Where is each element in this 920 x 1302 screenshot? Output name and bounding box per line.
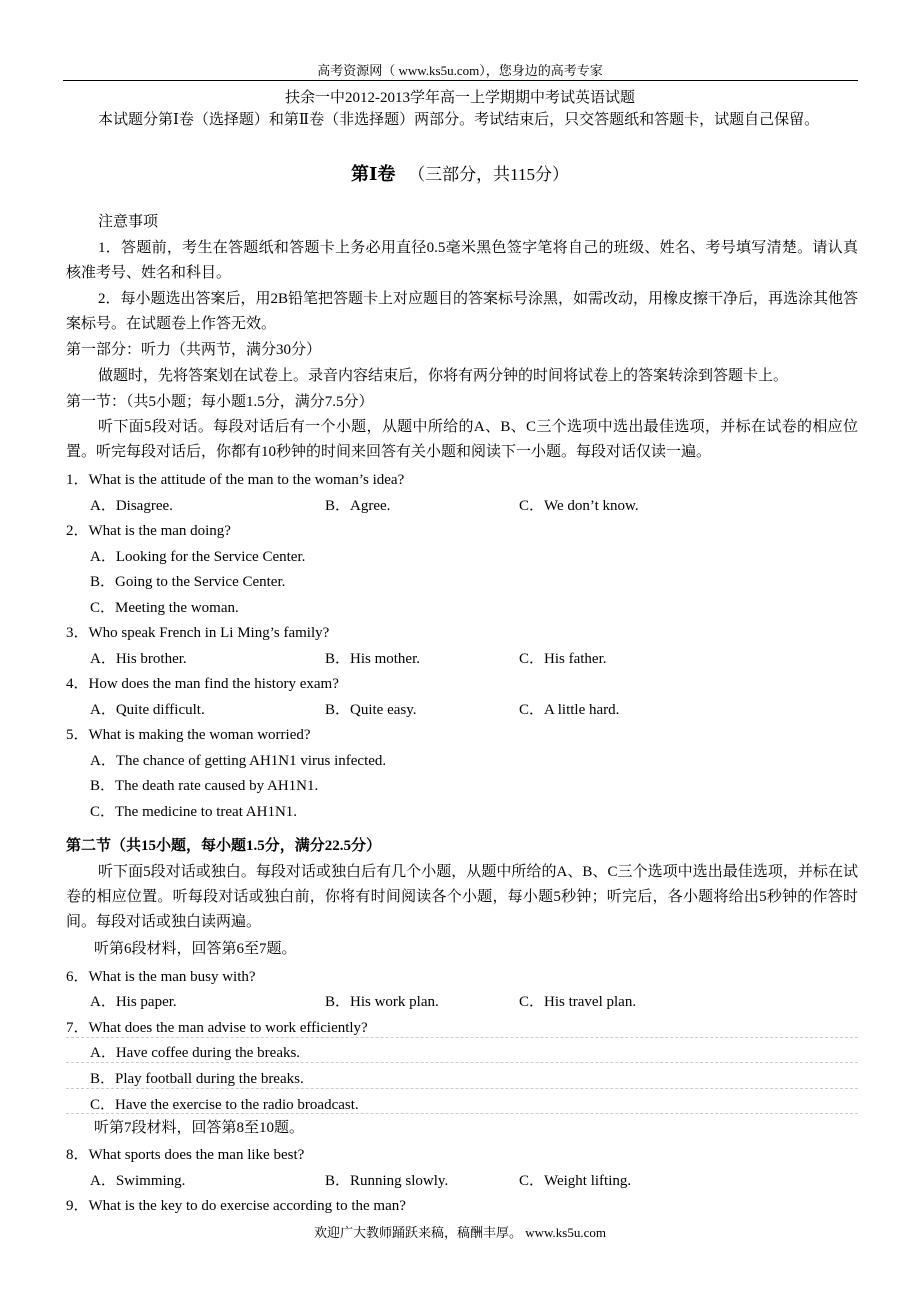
dashed-divider xyxy=(66,1088,858,1089)
question-2-stem: 2．What is the man doing? xyxy=(66,523,231,539)
page-footer: 欢迎广大教师踊跃来稿，稿酬丰厚。 www.ks5u.com xyxy=(313,1225,606,1240)
notes-heading: 注意事项 xyxy=(98,214,159,230)
volume-name: 第Ⅰ卷 xyxy=(350,164,396,184)
question-6-option-b: B．His work plan. xyxy=(325,994,439,1010)
question-8-option-b: B．Running slowly. xyxy=(325,1173,449,1189)
material-6-note: 听第6段材料，回答第6至7题。 xyxy=(94,941,297,957)
section2-instruction: 听下面5段对话或独白。每段对话或独白后有几个小题，从题中所给的A、B、C三个选项中选出最佳选项，并标在试卷的相应位置。听每段对话或独白前，你将有时间阅读各个小题，每小题5秒钟；听完后，各小题将给出5秒钟的作答时间。每段对话或独白读两遍。 xyxy=(66,864,858,930)
question-4-option-b: B．Quite easy. xyxy=(325,702,417,718)
notes-item-2: 2．每小题选出答案后，用2B铅笔把答题卡上对应题目的答案标号涂黑，如需改动，用橡皮擦干净后，再选涂其他答案标号。在试题卷上作答无效。 xyxy=(66,291,859,332)
exam-title: 扶余一中2012-2013学年高一上学期期中考试英语试题 xyxy=(285,90,635,106)
question-3-option-b: B．His mother. xyxy=(325,651,421,667)
question-5-stem: 5．What is making the woman worried? xyxy=(66,727,311,743)
question-1-option-a: A．Disagree. xyxy=(90,498,173,514)
question-7-option-a: A．Have coffee during the breaks. xyxy=(90,1045,301,1061)
question-6-stem: 6．What is the man busy with? xyxy=(66,969,256,985)
question-4-option-c: C．A little hard. xyxy=(519,702,620,718)
part1-heading: 第一部分：听力（共两节，满分30分） xyxy=(66,342,322,358)
header-rule xyxy=(63,80,858,81)
question-3-option-c: C．His father. xyxy=(519,651,607,667)
question-3-stem: 3．Who speak French in Li Ming’s family? xyxy=(66,625,330,641)
question-5-option-b: B．The death rate caused by AH1N1. xyxy=(90,778,319,794)
question-7-option-b: B．Play football during the breaks. xyxy=(90,1071,304,1087)
question-5-option-c: C．The medicine to treat AH1N1. xyxy=(90,804,298,820)
dashed-divider xyxy=(66,1113,858,1114)
section1-heading: 第一节：（共5小题；每小题1.5分，满分7.5分） xyxy=(66,394,374,410)
page-header: 高考资源网（ www.ks5u.com），您身边的高考专家 xyxy=(317,63,603,78)
question-7-stem: 7．What does the man advise to work efficiently? xyxy=(66,1020,368,1036)
question-2-option-a: A．Looking for the Service Center. xyxy=(90,549,306,565)
material-7-note: 听第7段材料，回答第8至10题。 xyxy=(94,1120,305,1136)
question-1-option-c: C．We don’t know. xyxy=(519,498,639,514)
question-7-option-c: C．Have the exercise to the radio broadcast. xyxy=(90,1097,359,1113)
question-1-stem: 1．What is the attitude of the man to the woman’s idea? xyxy=(66,472,405,488)
volume-heading xyxy=(0,160,920,186)
question-6-option-a: A．His paper. xyxy=(90,994,177,1010)
part1-instruction: 做题时，先将答案划在试卷上。录音内容结束后，你将有两分钟的时间将试卷上的答案转涂到答题卡上。 xyxy=(98,368,789,384)
question-3-option-a: A．His brother. xyxy=(90,651,187,667)
volume-desc: （三部分，共115分） xyxy=(408,165,570,184)
notes-item-1: 1．答题前，考生在答题纸和答题卡上务必用直径0.5毫米黑色签字笔将自己的班级、姓名、考号填写清楚。请认真核准考号、姓名和科目。 xyxy=(66,240,858,281)
question-4-stem: 4．How does the man find the history exam? xyxy=(66,676,339,692)
question-1-option-b: B．Agree. xyxy=(325,498,391,514)
question-4-option-a: A．Quite difficult. xyxy=(90,702,205,718)
question-9-stem: 9．What is the key to do exercise according to the man? xyxy=(66,1198,406,1214)
dashed-divider xyxy=(66,1062,858,1063)
section2-heading: 第二节（共15小题，每小题1.5分，满分22.5分） xyxy=(66,838,382,854)
question-6-option-c: C．His travel plan. xyxy=(519,994,637,1010)
question-2-option-b: B．Going to the Service Center. xyxy=(90,574,286,590)
question-8-option-c: C．Weight lifting. xyxy=(519,1173,632,1189)
question-2-option-c: C．Meeting the woman. xyxy=(90,600,239,616)
question-8-stem: 8．What sports does the man like best? xyxy=(66,1147,305,1163)
intro-paragraph: 本试题分第Ⅰ卷（选择题）和第Ⅱ卷（非选择题）两部分。考试结束后，只交答题纸和答题卡，试题自己保留。 xyxy=(98,112,820,128)
dashed-divider xyxy=(66,1037,858,1038)
question-5-option-a: A．The chance of getting AH1N1 virus infected. xyxy=(90,753,387,769)
question-8-option-a: A．Swimming. xyxy=(90,1173,186,1189)
section1-instruction: 听下面5段对话。每段对话后有一个小题，从题中所给的A、B、C三个选项中选出最佳选项，并标在试卷的相应位置。听完每段对话后，你都有10秒钟的时间来回答有关小题和阅读下一小题。每段对话仅读一遍。 xyxy=(66,419,858,460)
